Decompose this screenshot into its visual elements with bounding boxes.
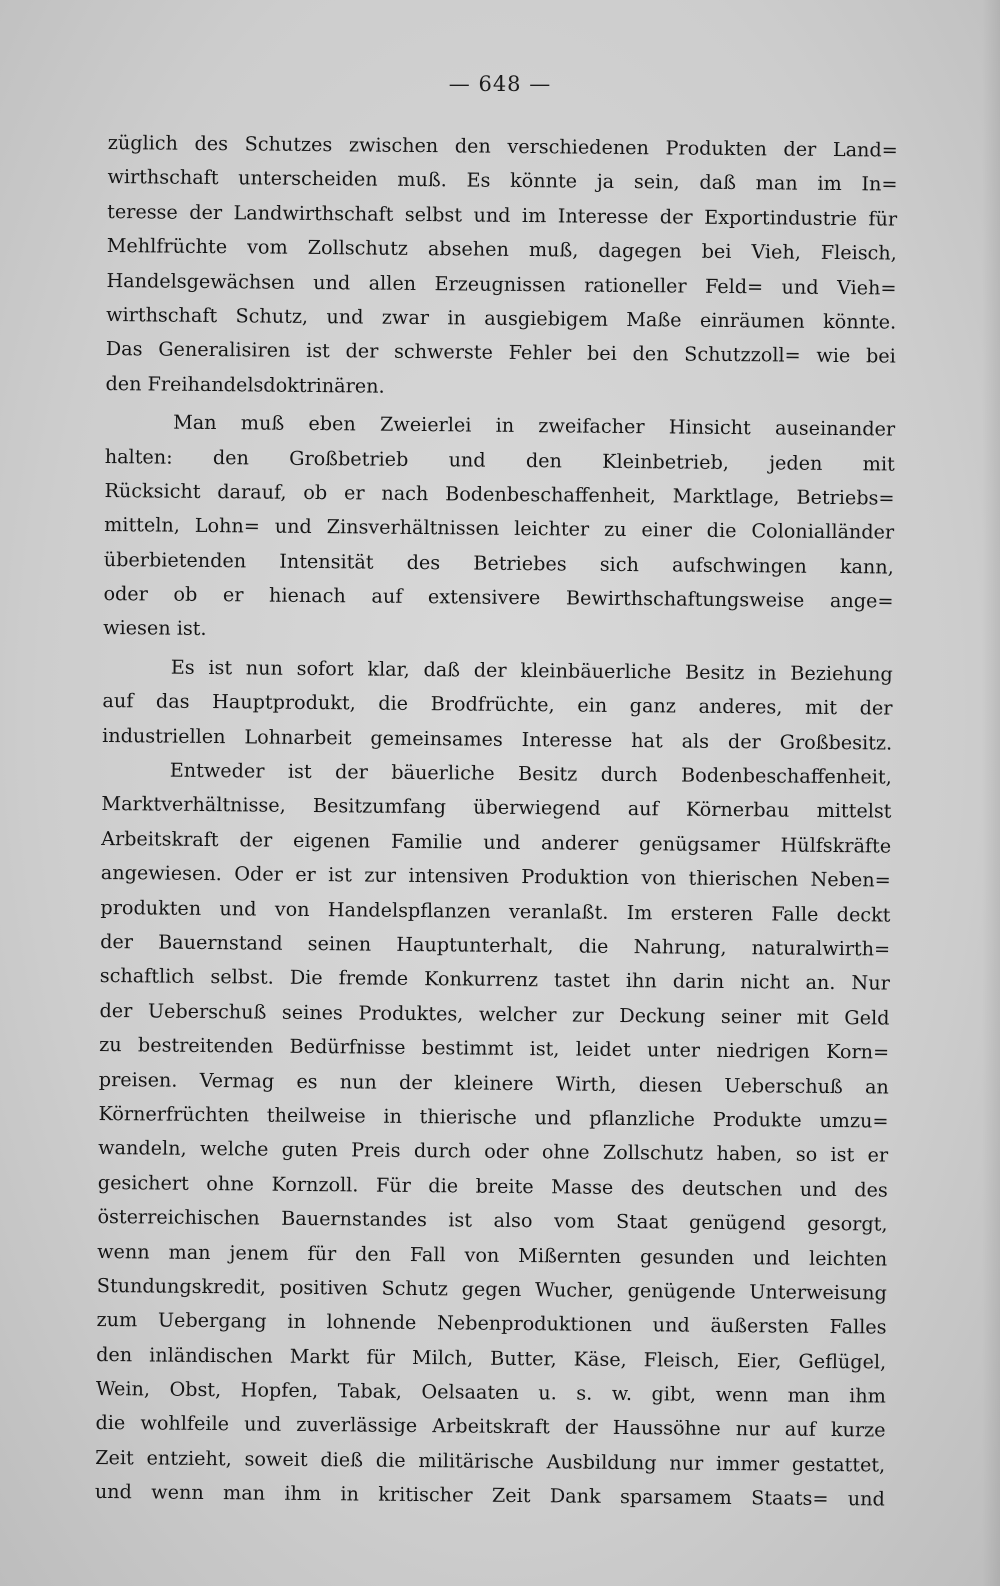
- text-line: Mehlfrüchte vom Zollschutz absehen muß, dagegen bei Vieh, Fleisch,: [106, 234, 897, 265]
- body-text: [95, 126, 898, 1517]
- text-line: teresse der Landwirthschaft selbst und im Interesse der Exportindustrie für: [107, 199, 898, 231]
- text-line: überbietenden Intensität des Betriebes sich aufschwingen kann,: [103, 547, 894, 579]
- text-line: angewiesen. Oder er ist zur intensiven Produktion von thierischen Neben=: [100, 861, 891, 892]
- text-line: der Bauernstand seinen Hauptunterhalt, die Nahrung, naturalwirth=: [100, 929, 891, 961]
- text-line: Rücksicht darauf, ob er nach Bodenbeschaffenheit, Marktlage, Betriebs=: [104, 478, 895, 510]
- text-line: mitteln, Lohn= und Zinsverhältnissen leichter zu einer die Colonialländer: [104, 513, 895, 544]
- text-line: zum Uebergang in lohnende Nebenproduktionen und äußersten Falles: [96, 1308, 887, 1339]
- text-line: schaftlich selbst. Die fremde Konkurrenz tastet ihn darin nicht an. Nur: [99, 964, 890, 995]
- text-line: Wein, Obst, Hopfen, Tabak, Oelsaaten u. s. w. gibt, wenn man ihm: [95, 1377, 886, 1408]
- text-line: gesichert ohne Kornzoll. Für die breite Masse des deutschen und des: [97, 1170, 888, 1202]
- text-line: den inländischen Markt für Milch, Butter, Käse, Fleisch, Eier, Geflügel,: [96, 1342, 887, 1374]
- text-line: halten: den Großbetrieb und den Kleinbetrieb, jeden mit: [104, 444, 895, 476]
- text-line: die wohlfeile und zuverlässige Arbeitskraft der Haussöhne nur auf kurze: [95, 1411, 886, 1442]
- text-line: preisen. Vermag es nun der kleinere Wirth, diesen Ueberschuß an: [98, 1067, 889, 1099]
- text-line: wiesen ist.: [103, 616, 207, 641]
- text-line: wirthschaft unterscheiden muß. Es könnte ja sein, daß man im In=: [107, 165, 898, 196]
- text-line: Marktverhältnisse, Besitzumfang überwiegend auf Körnerbau mittelst: [101, 792, 892, 823]
- text-line: österreichischen Bauernstandes ist also vom Staat genügend gesorgt,: [97, 1205, 888, 1236]
- paragraph-3: [95, 650, 893, 1517]
- text-line: Handelsgewächsen und allen Erzeugnissen rationeller Feld= und Vieh=: [106, 268, 897, 300]
- text-line: Entweder ist der bäuerliche Besitz durch Bodenbeschaffenheit,: [169, 758, 892, 789]
- text-line: züglich des Schutzes zwischen den verschiedenen Produkten der Land=: [107, 130, 898, 162]
- paragraph-1: [105, 126, 898, 409]
- text-line: Zeit entzieht, soweit dieß die militärische Ausbildung nur immer gestattet,: [95, 1445, 886, 1477]
- text-line: wandeln, welche guten Preis durch oder ohne Zollschutz haben, so ist er: [98, 1136, 889, 1167]
- page-edge-shadow: [982, 0, 1000, 1586]
- text-line: wirthschaft Schutz, und zwar in ausgiebigem Maße einräumen könnte.: [106, 302, 897, 334]
- text-line: produkten und von Handelspflanzen veranlaßt. Im ersteren Falle deckt: [100, 895, 891, 927]
- text-line: oder ob er hienach auf extensivere Bewirthschaftungsweise ange=: [103, 582, 894, 613]
- text-line: Man muß eben Zweierlei in zweifacher Hinsicht auseinander: [173, 410, 896, 441]
- page-number: — 648 —: [448, 72, 552, 96]
- text-line: industriellen Lohnarbeit gemeinsames Interesse hat als der Großbesitz.: [102, 723, 893, 755]
- text-line: Arbeitskraft der eigenen Familie und anderer genügsamer Hülfskräfte: [101, 826, 892, 858]
- text-line: den Freihandelsdoktrinären.: [105, 371, 385, 398]
- text-line: der Ueberschuß seines Produktes, welcher zur Deckung seiner mit Geld: [99, 998, 890, 1030]
- text-line: Es ist nun sofort klar, daß der kleinbäuerliche Besitz in Beziehung: [170, 655, 893, 686]
- text-line: zu bestreitenden Bedürfnisse bestimmt ist, leidet unter niedrigen Korn=: [99, 1033, 890, 1064]
- paragraph-2: [103, 405, 895, 653]
- text-line: Körnerfrüchten theilweise in thierische und pflanzliche Produkte umzu=: [98, 1101, 889, 1133]
- text-line: auf das Hauptprodukt, die Brodfrüchte, ein ganz anderes, mit der: [102, 689, 893, 720]
- text-line: wenn man jenem für den Fall von Mißernten gesunden und leichten: [97, 1239, 888, 1271]
- text-line: und wenn man ihm in kritischer Zeit Dank sparsamem Staats= und: [94, 1480, 885, 1511]
- text-line: Das Generalisiren ist der schwerste Fehler bei den Schutzzoll= wie bei: [105, 337, 896, 368]
- text-line: Stundungskredit, positiven Schutz gegen Wucher, genügende Unterweisung: [96, 1273, 887, 1305]
